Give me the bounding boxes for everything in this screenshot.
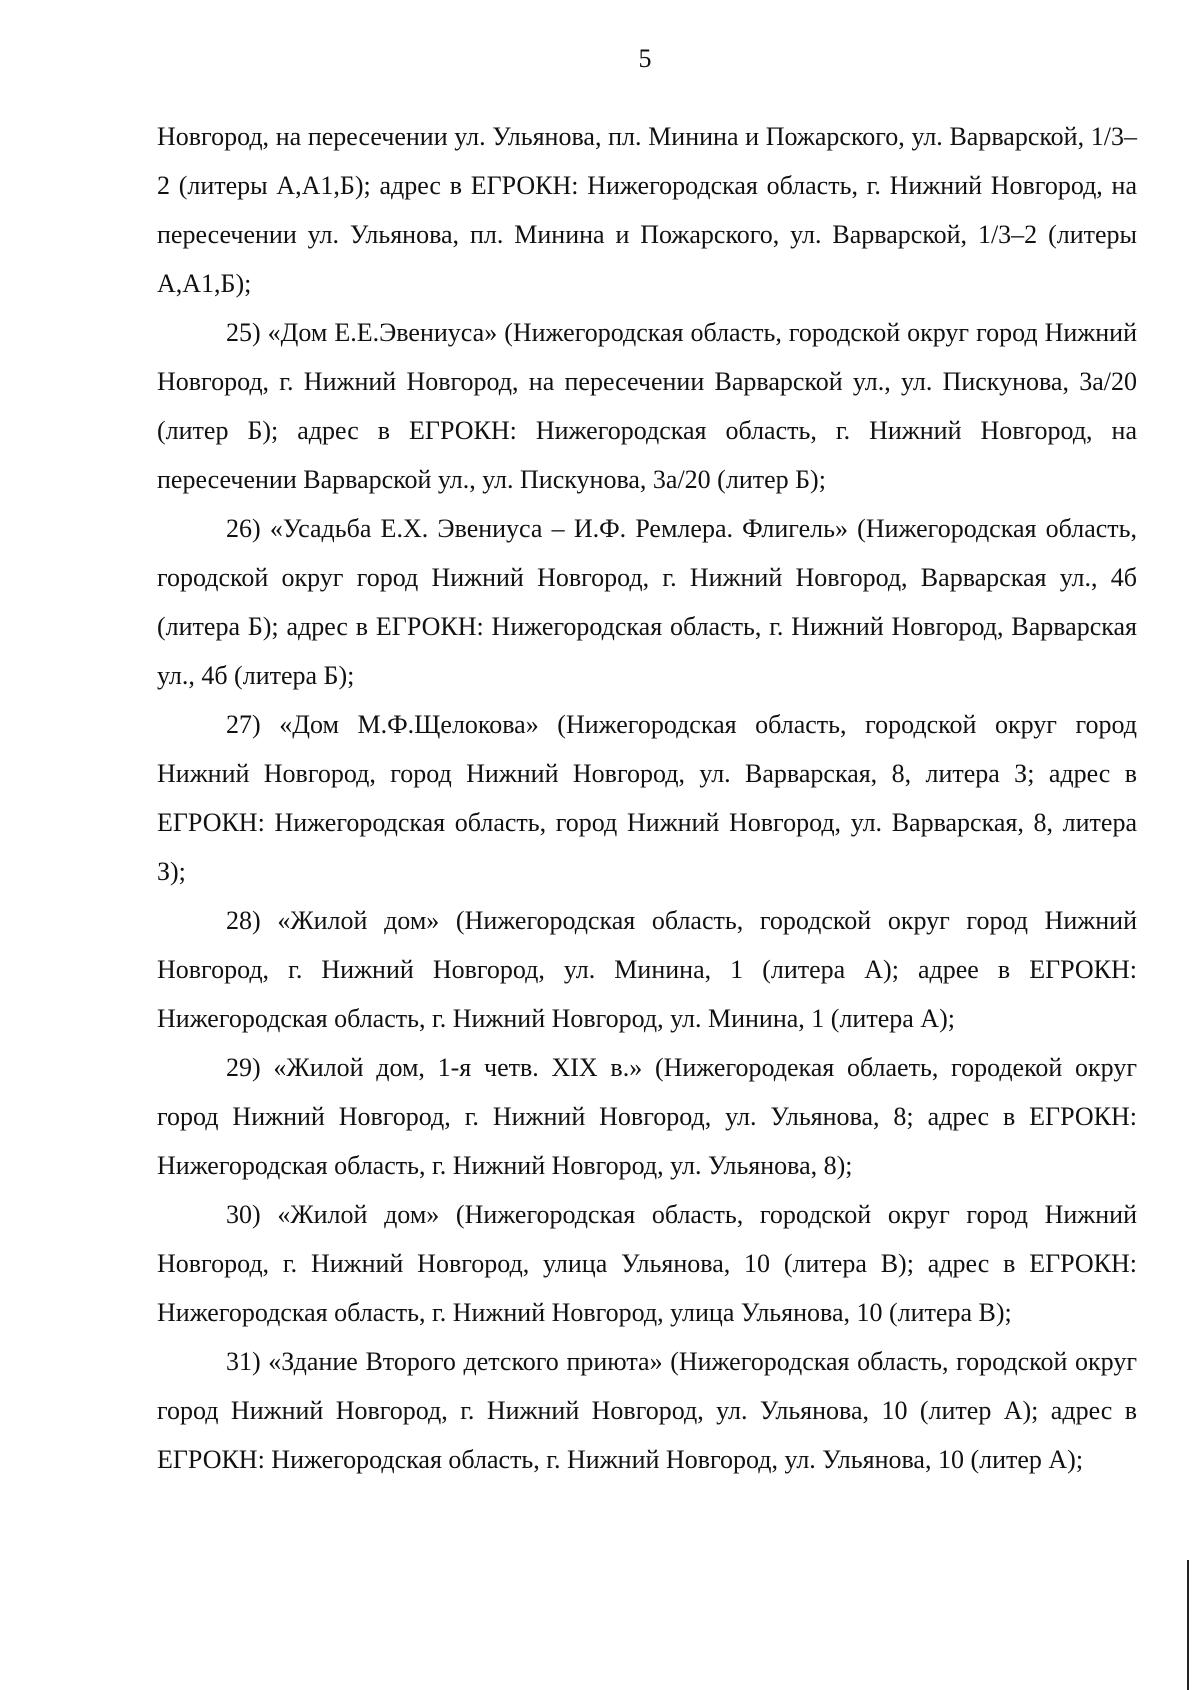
page-number: 5 [638, 44, 652, 73]
list-item-26: 26) «Усадьба Е.Х. Эвениуса – И.Ф. Ремлера. Флигель» (Нижегородская область, городской округ город Нижний Новгород, г. Нижний Новгород, Варварская ул., 4б (литера Б); адрес в ЕГРОКН: Нижегородская область, г. Нижний Новгород, Варварская ул., 4б (литера Б); [157, 514, 1137, 690]
list-item-29: 29) «Жилой дом, 1-я четв. XIX в.» (Нижегородекая облаеть, городекой округ город Нижний Новгород, г. Нижний Новгород, ул. Ульянова, 8; адрес в ЕГРОКН: Нижегородская область, г. Нижний Новгород, ул. Ульянова, 8); [157, 1053, 1137, 1180]
list-item-25: 25) «Дом Е.Е.Эвениуса» (Нижегородская область, городской округ город Нижний Новгород, г. Нижний Новгород, на пересечении Варварской ул., ул. Пискунова, 3а/20 (литер Б); адрес в ЕГРОКН: Нижегородская область, г. Нижний Новгород, на пересечении Варварской ул., ул. Пискунова, 3а/20 (литер Б); [157, 318, 1137, 494]
document-body [157, 112, 1137, 1484]
list-item-27: 27) «Дом М.Ф.Щелокова» (Нижегородская область, городской округ город Нижний Новгород, город Нижний Новгород, ул. Варварская, 8, литера З; адрес в ЕГРОКН: Нижегородская область, город Нижний Новгород, ул. Варварская, 8, литера З); [157, 710, 1137, 886]
scan-edge-line [1187, 1560, 1189, 1690]
list-item-30: 30) «Жилой дом» (Нижегородская область, городской округ город Нижний Новгород, г. Нижний Новгород, улица Ульянова, 10 (литера В); адрес в ЕГРОКН: Нижегородская область, г. Нижний Новгород, улица Ульянова, 10 (литера В); [157, 1200, 1137, 1327]
list-item-28: 28) «Жилой дом» (Нижегородская область, городской округ город Нижний Новгород, г. Нижний Новгород, ул. Минина, 1 (литера А); адрее в ЕГРОКН: Нижегородская область, г. Нижний Новгород, ул. Минина, 1 (литера А); [157, 906, 1137, 1033]
paragraph-continuation: Новгород, на пересечении ул. Ульянова, пл. Минина и Пожарского, ул. Варварской, 1/3–2 (литеры А,А1,Б); адрес в ЕГРОКН: Нижегородская область, г. Нижний Новгород, на пересечении ул. Ульянова, пл. Минина и Пожарского, ул. Варварской, 1/3–2 (литеры А,А1,Б); [157, 122, 1137, 298]
list-item-31: 31) «Здание Второго детского приюта» (Нижегородская область, городской округ город Нижний Новгород, г. Нижний Новгород, ул. Ульянова, 10 (литер А); адрес в ЕГРОКН: Нижегородская область, г. Нижний Новгород, ул. Ульянова, 10 (литер А); [157, 1347, 1137, 1474]
